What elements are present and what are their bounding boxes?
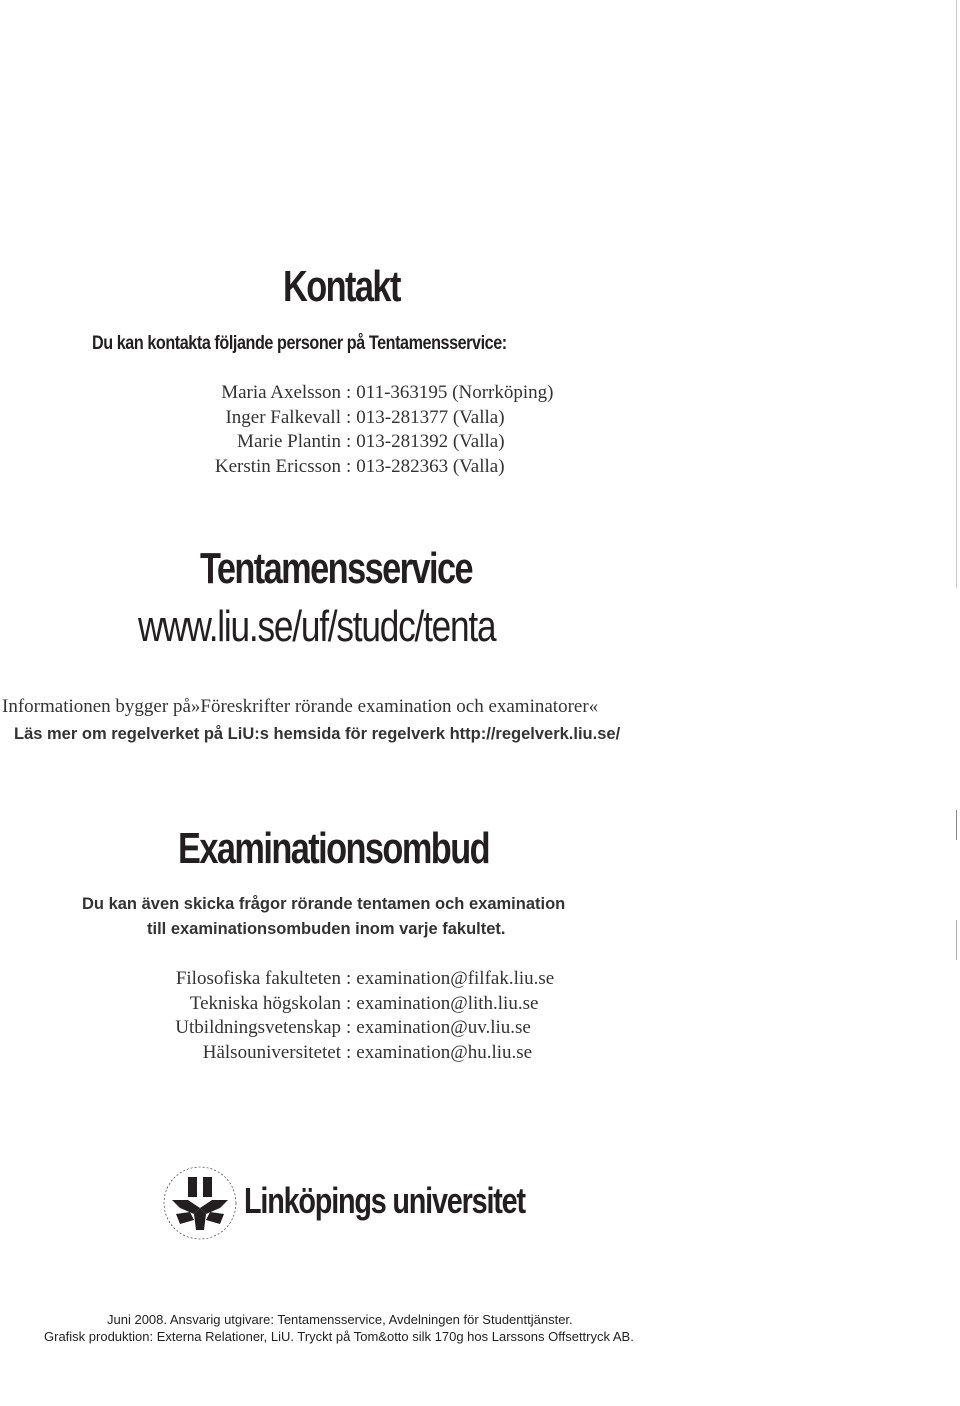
contact-row: Kerstin Ericsson : 013-282363 (Valla) xyxy=(214,456,505,477)
ombud-intro-2: till examinationsombuden inom varje fakultet. xyxy=(147,920,506,938)
ombud-intro-1: Du kan även skicka frågor rörande tentamen och examination xyxy=(82,895,566,913)
kontakt-intro: Du kan kontakta följande personer på Tentamensservice: xyxy=(92,333,507,354)
contact-row: Inger Falkevall : 013-281377 (Valla) xyxy=(225,407,505,428)
footer-line-2: Grafisk produktion: Externa Relationer, LiU. Tryckt på Tom&otto silk 170g hos Larssons Offsettryck AB. xyxy=(44,1329,634,1344)
edge-line xyxy=(956,0,957,588)
edge-mark xyxy=(956,810,957,840)
ombud-title: Examinationsombud xyxy=(178,824,490,873)
faculty-row: Tekniska högskolan : examination@lith.liu.se xyxy=(189,993,539,1014)
liu-wordmark: Linköpings universitet xyxy=(244,1180,525,1221)
edge-mark xyxy=(956,920,957,960)
contact-row: Marie Plantin : 013-281392 (Valla) xyxy=(237,431,505,452)
read-more-text: Läs mer om regelverket på LiU:s hemsida för regelverk http://regelverk.liu.se/ xyxy=(14,725,621,743)
kontakt-title: Kontakt xyxy=(283,262,400,311)
info-text: Informationen bygger på»Föreskrifter rörande examination och examinatorer« xyxy=(2,696,599,717)
service-url[interactable]: www.liu.se/uf/studc/tenta xyxy=(138,602,496,651)
liu-seal-logo xyxy=(158,1164,242,1242)
faculty-row: Hälsouniversitetet : examination@hu.liu.se xyxy=(202,1042,533,1063)
footer-line-1: Juni 2008. Ansvarig utgivare: Tentamensservice, Avdelningen för Studenttjänster. xyxy=(107,1312,573,1327)
service-title: Tentamensservice xyxy=(200,544,473,593)
faculty-row: Utbildningsvetenskap : examination@uv.liu.se xyxy=(175,1017,531,1038)
faculty-row: Filosofiska fakulteten : examination@filfak.liu.se xyxy=(175,968,555,989)
contact-row: Maria Axelsson : 011-363195 (Norrköping) xyxy=(221,382,554,403)
